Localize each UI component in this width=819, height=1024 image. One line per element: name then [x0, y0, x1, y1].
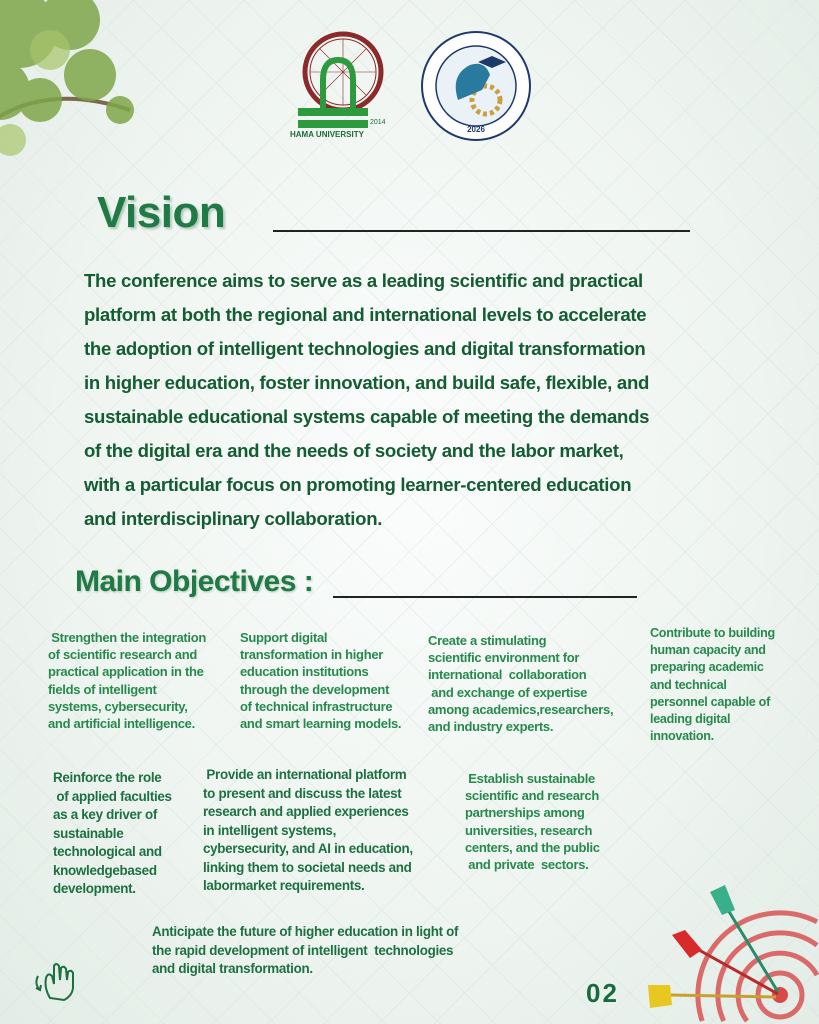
vision-text: The conference aims to serve as a leading scientific and practical platform at both the regional and international levels to accelerate the adoption of intelligent technologies and digital transformation in higher education, foster innovation, and build safe, flexible, and sustainable educational systems capable of meeting the demands of the digital era and the needs of society and the labor market, with a particular focus on promoting learner-centered education and interdisciplinary collaboration. — [84, 270, 650, 529]
hama-year: 2014 — [370, 119, 386, 126]
hama-university-label: HAMA UNIVERSITY — [290, 130, 364, 139]
vision-underline — [273, 230, 690, 232]
objective-item: Establish sustainable scientific and research partnerships among universities, research centers, and the public and private sectors. — [465, 771, 600, 873]
objective-item: Support digital transformation in higher education institutions through the development of technical infrastructure and smart learning models. — [240, 630, 402, 732]
objective-item: Strengthen the integration of scientific research and practical application in the fields of intelligent systems, cybersecurity, and artificial intelligence. — [48, 630, 207, 732]
hama-university-logo — [288, 30, 388, 130]
darts-target-icon — [640, 880, 819, 1024]
swipe-hand-icon[interactable] — [30, 958, 86, 1002]
objective-item: Provide an international platform to present and discuss the latest research and applied experiences in intelligent systems, cybersecurity, and AI in education, linking them to societal needs and labormarket requirements. — [203, 767, 413, 893]
objectives-title: Main Objectives : — [75, 565, 314, 598]
vision-title: Vision — [97, 188, 226, 237]
tree-branch-icon — [0, 0, 150, 180]
objective-item: Reinforce the role of applied faculties as a key driver of sustainable technological and knowledgebased development. — [53, 770, 172, 896]
conference-logo — [420, 30, 532, 142]
objective-item: Create a stimulating scientific environment for international collaboration and exchange of expertise among academics,researchers, and industry experts. — [428, 633, 614, 735]
objective-item: Anticipate the future of higher education in light of the rapid development of intelligent technologies and digital transformation. — [152, 924, 459, 976]
page-number: 02 — [586, 978, 619, 1008]
objectives-underline — [333, 596, 637, 598]
objective-item: Contribute to building human capacity and preparing academic and technical personnel capable of leading digital innovation. — [650, 626, 775, 744]
conference-year: 2026 — [467, 125, 485, 134]
